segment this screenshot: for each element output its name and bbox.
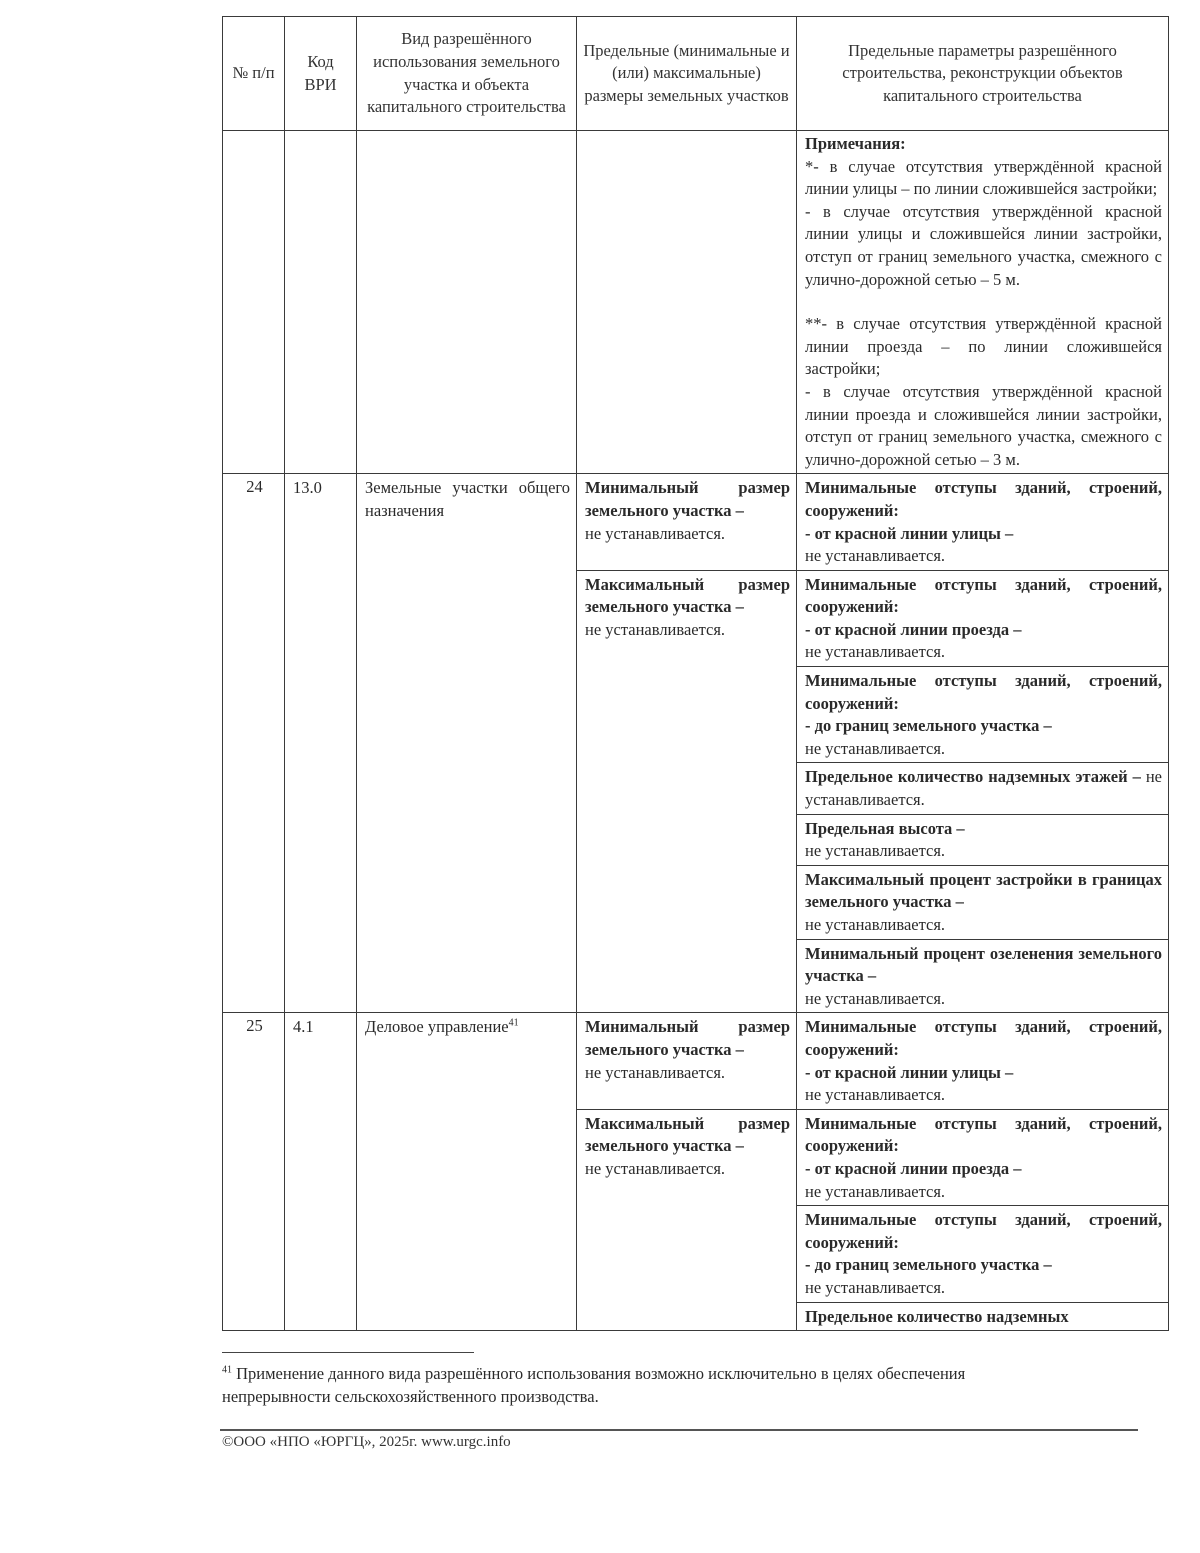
row25-offset-street: Минимальные отступы зданий, строений, сооружений: - от красной линии улицы – не устанавливается.: [797, 1013, 1169, 1109]
table-row-24: [223, 474, 1169, 570]
note-4: - в случае отсутствия утверждённой красной линии проезда и сложившейся линии застройки, отступ от границ земельного участка, смежного с улично-дорожной сетью – 3 м.: [805, 381, 1162, 469]
notes-cell: [797, 131, 1169, 474]
row25-min-size: Минимальный размер земельного участка – не устанавливается.: [577, 1013, 797, 1109]
row25-offset-border: Минимальные отступы зданий, строений, сооружений: - до границ земельного участка – не устанавливается.: [797, 1206, 1169, 1302]
note-1: *- в случае отсутствия утверждённой красной линии улицы – по линии сложившейся застройки;: [805, 156, 1162, 199]
table-row-25: [223, 1013, 1169, 1109]
row24-height: Предельная высота – не устанавливается.: [797, 814, 1169, 865]
footnote-ref: 41: [508, 1017, 519, 1029]
notes-row: [223, 131, 1169, 474]
row24-num: 24: [223, 474, 285, 1013]
table-header-row: [223, 17, 1169, 131]
row24-offset-street: Минимальные отступы зданий, строений, сооружений: - от красной линии улицы – не устанавливается.: [797, 474, 1169, 570]
row24-max-size: Максимальный размер земельного участка – не устанавливается.: [577, 570, 797, 1013]
row24-offset-border: Минимальные отступы зданий, строений, сооружений: - до границ земельного участка – не устанавливается.: [797, 667, 1169, 763]
header-num: № п/п: [223, 17, 285, 131]
header-params: Предельные параметры разрешённого строительства, реконструкции объектов капитального строительства: [797, 17, 1169, 131]
row25-max-size: Максимальный размер земельного участка – не устанавливается.: [577, 1109, 797, 1330]
row25-offset-passage: Минимальные отступы зданий, строений, сооружений: - от красной линии проезда – не устанавливается.: [797, 1109, 1169, 1205]
header-code: Код ВРИ: [285, 17, 357, 131]
notes-title: Примечания:: [805, 134, 906, 153]
footer-divider: [220, 1429, 1138, 1431]
header-type: Вид разрешённого использования земельного участка и объекта капитального строительства: [357, 17, 577, 131]
page-footer: ©ООО «НПО «ЮРГЦ», 2025г. www.urgc.info: [222, 1434, 511, 1450]
row24-name: Земельные участки общего назначения: [357, 474, 577, 1013]
row24-max-build: Максимальный процент застройки в границах земельного участка – не устанавливается.: [797, 865, 1169, 939]
row25-code: 4.1: [285, 1013, 357, 1331]
footnote-mark: 41: [222, 1364, 232, 1376]
row25-name: Деловое управление$^{41}$: [357, 1013, 577, 1331]
row25-floors-partial: Предельное количество надземных: [797, 1302, 1169, 1331]
row24-floors: Предельное количество надземных этажей – не устанавливается.: [797, 763, 1169, 814]
note-3: **- в случае отсутствия утверждённой красной линии проезда – по линии сложившейся застройки;: [805, 314, 1162, 379]
note-2: - в случае отсутствия утверждённой красной линии улицы и сложившейся линии застройки, отступ от границ земельного участка, смежного с улично-дорожной сетью – 5 м.: [805, 201, 1162, 289]
row24-offset-passage: Минимальные отступы зданий, строений, сооружений: - от красной линии проезда – не устанавливается.: [797, 570, 1169, 666]
footnote: [222, 1363, 982, 1408]
row24-code: 13.0: [285, 474, 357, 1013]
regulations-table: [222, 16, 1169, 1331]
header-sizes: Предельные (минимальные и (или) максимальные) размеры земельных участков: [577, 17, 797, 131]
row24-min-size: Минимальный размер земельного участка – не устанавливается.: [577, 474, 797, 570]
footnote-text: Применение данного вида разрешённого использования возможно исключительно в целях обеспечения непрерывности сельскохозяйственного производства.: [222, 1364, 966, 1406]
footnote-divider: [222, 1352, 474, 1353]
row25-num: 25: [223, 1013, 285, 1331]
row24-min-green: Минимальный процент озеленения земельного участка – не устанавливается.: [797, 939, 1169, 1013]
